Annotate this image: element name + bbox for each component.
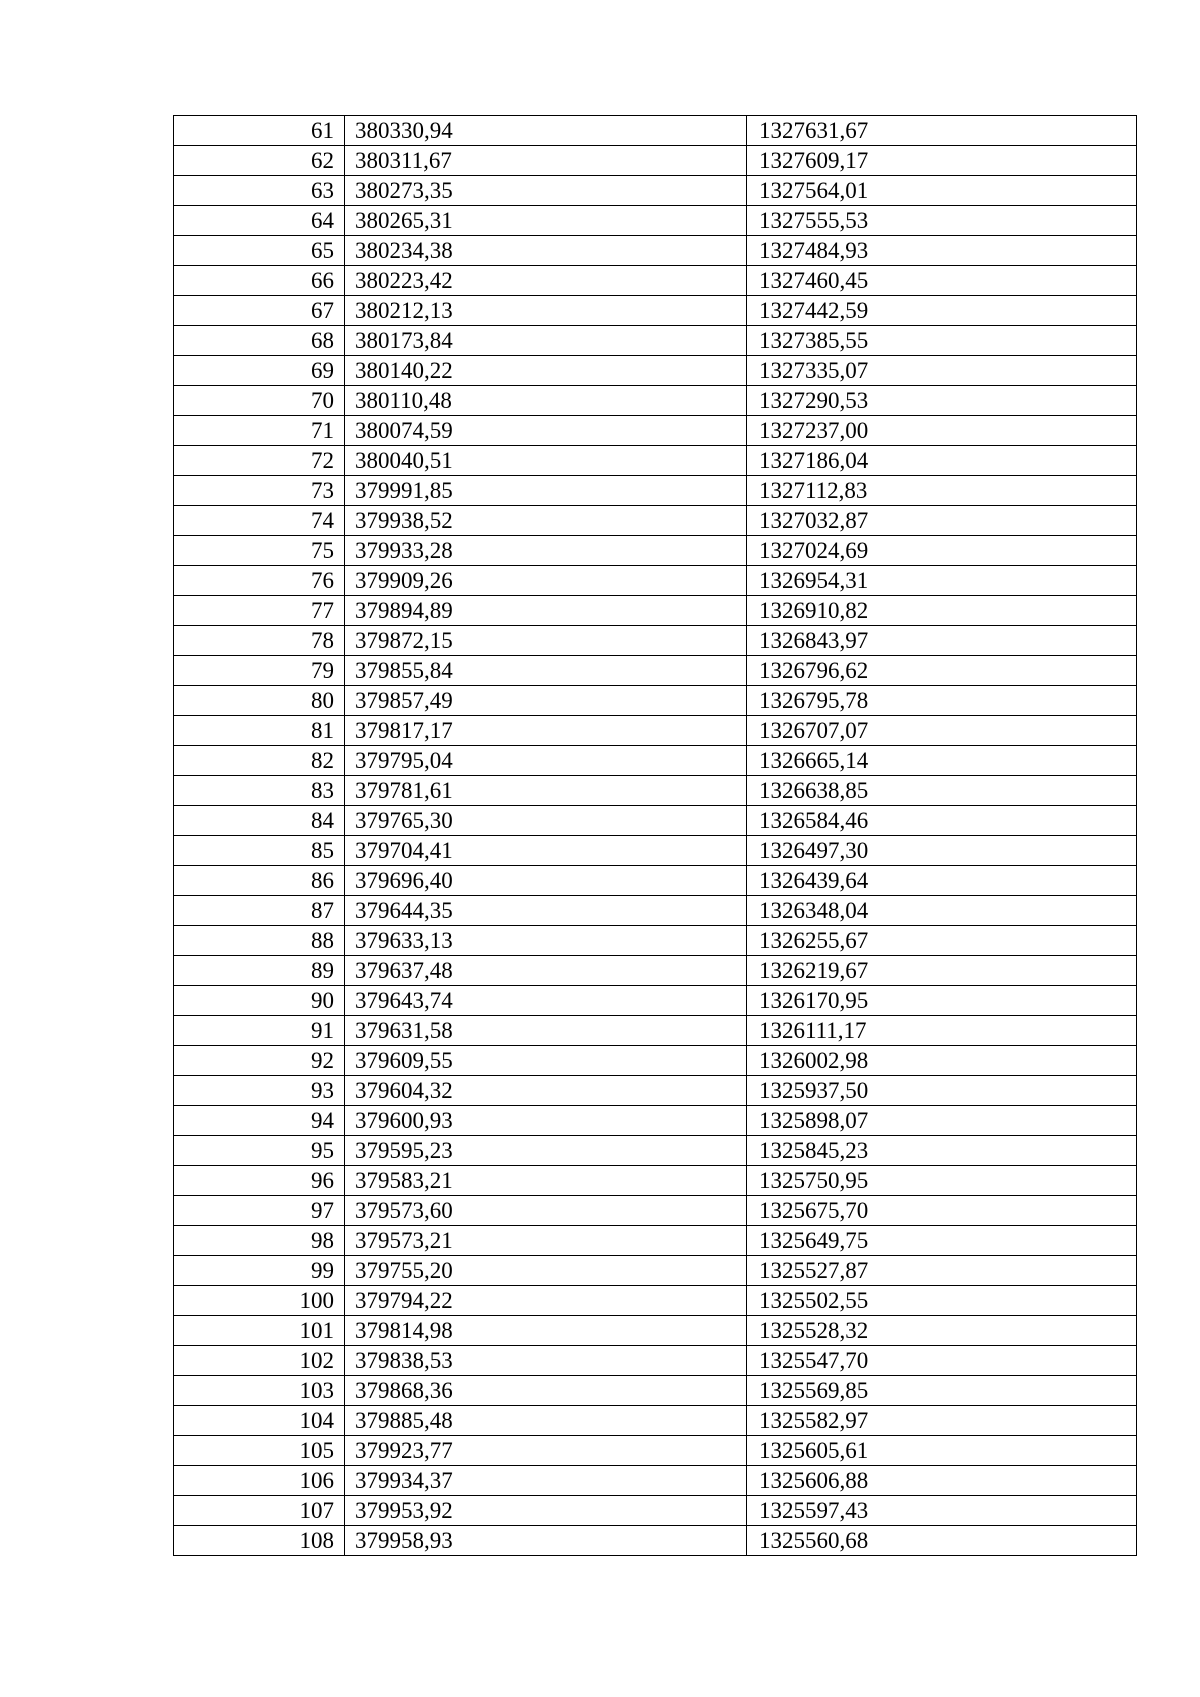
y-coordinate-cell: 1326707,07	[747, 716, 1137, 746]
point-number-cell: 68	[174, 326, 345, 356]
table-row	[174, 1076, 1137, 1106]
x-coordinate-cell: 379953,92	[345, 1496, 747, 1526]
table-row	[174, 896, 1137, 926]
point-number-cell: 88	[174, 926, 345, 956]
y-coordinate-cell: 1325582,97	[747, 1406, 1137, 1436]
point-number-cell: 63	[174, 176, 345, 206]
point-number-cell: 91	[174, 1016, 345, 1046]
point-number-cell: 96	[174, 1166, 345, 1196]
y-coordinate-cell: 1327290,53	[747, 386, 1137, 416]
table-row	[174, 386, 1137, 416]
x-coordinate-cell: 379755,20	[345, 1256, 747, 1286]
point-number-cell: 101	[174, 1316, 345, 1346]
table-row	[174, 1316, 1137, 1346]
table-row	[174, 1166, 1137, 1196]
point-number-cell: 75	[174, 536, 345, 566]
x-coordinate-cell: 380223,42	[345, 266, 747, 296]
point-number-cell: 69	[174, 356, 345, 386]
y-coordinate-cell: 1326111,17	[747, 1016, 1137, 1046]
x-coordinate-cell: 379934,37	[345, 1466, 747, 1496]
point-number-cell: 71	[174, 416, 345, 446]
table-row	[174, 476, 1137, 506]
y-coordinate-cell: 1327385,55	[747, 326, 1137, 356]
y-coordinate-cell: 1325560,68	[747, 1526, 1137, 1556]
table-row	[174, 1526, 1137, 1556]
table-row	[174, 806, 1137, 836]
point-number-cell: 97	[174, 1196, 345, 1226]
y-coordinate-cell: 1326795,78	[747, 686, 1137, 716]
point-number-cell: 103	[174, 1376, 345, 1406]
y-coordinate-cell: 1326843,97	[747, 626, 1137, 656]
y-coordinate-cell: 1325569,85	[747, 1376, 1137, 1406]
x-coordinate-cell: 379765,30	[345, 806, 747, 836]
y-coordinate-cell: 1327460,45	[747, 266, 1137, 296]
x-coordinate-cell: 379923,77	[345, 1436, 747, 1466]
point-number-cell: 95	[174, 1136, 345, 1166]
point-number-cell: 64	[174, 206, 345, 236]
y-coordinate-cell: 1327555,53	[747, 206, 1137, 236]
x-coordinate-cell: 379595,23	[345, 1136, 747, 1166]
table-row	[174, 1376, 1137, 1406]
x-coordinate-cell: 379573,21	[345, 1226, 747, 1256]
y-coordinate-cell: 1327631,67	[747, 116, 1137, 146]
x-coordinate-cell: 380040,51	[345, 446, 747, 476]
point-number-cell: 102	[174, 1346, 345, 1376]
table-row	[174, 506, 1137, 536]
x-coordinate-cell: 379857,49	[345, 686, 747, 716]
table-row	[174, 536, 1137, 566]
y-coordinate-cell: 1326219,67	[747, 956, 1137, 986]
x-coordinate-cell: 379991,85	[345, 476, 747, 506]
y-coordinate-cell: 1327564,01	[747, 176, 1137, 206]
x-coordinate-cell: 379583,21	[345, 1166, 747, 1196]
y-coordinate-cell: 1325547,70	[747, 1346, 1137, 1376]
y-coordinate-cell: 1326348,04	[747, 896, 1137, 926]
point-number-cell: 86	[174, 866, 345, 896]
table-row	[174, 266, 1137, 296]
point-number-cell: 65	[174, 236, 345, 266]
point-number-cell: 94	[174, 1106, 345, 1136]
x-coordinate-cell: 379633,13	[345, 926, 747, 956]
table-row	[174, 596, 1137, 626]
x-coordinate-cell: 379814,98	[345, 1316, 747, 1346]
x-coordinate-cell: 379795,04	[345, 746, 747, 776]
coordinates-table	[173, 115, 1137, 1556]
table-row	[174, 1226, 1137, 1256]
y-coordinate-cell: 1325502,55	[747, 1286, 1137, 1316]
point-number-cell: 92	[174, 1046, 345, 1076]
point-number-cell: 89	[174, 956, 345, 986]
y-coordinate-cell: 1327609,17	[747, 146, 1137, 176]
x-coordinate-cell: 379938,52	[345, 506, 747, 536]
table-row	[174, 146, 1137, 176]
x-coordinate-cell: 379817,17	[345, 716, 747, 746]
x-coordinate-cell: 380234,38	[345, 236, 747, 266]
y-coordinate-cell: 1326584,46	[747, 806, 1137, 836]
y-coordinate-cell: 1326170,95	[747, 986, 1137, 1016]
point-number-cell: 85	[174, 836, 345, 866]
table-row	[174, 746, 1137, 776]
y-coordinate-cell: 1327237,00	[747, 416, 1137, 446]
table-row	[174, 656, 1137, 686]
y-coordinate-cell: 1325528,32	[747, 1316, 1137, 1346]
point-number-cell: 100	[174, 1286, 345, 1316]
y-coordinate-cell: 1325675,70	[747, 1196, 1137, 1226]
x-coordinate-cell: 380311,67	[345, 146, 747, 176]
table-row	[174, 1136, 1137, 1166]
x-coordinate-cell: 379631,58	[345, 1016, 747, 1046]
point-number-cell: 99	[174, 1256, 345, 1286]
y-coordinate-cell: 1326638,85	[747, 776, 1137, 806]
y-coordinate-cell: 1327186,04	[747, 446, 1137, 476]
x-coordinate-cell: 379794,22	[345, 1286, 747, 1316]
x-coordinate-cell: 379609,55	[345, 1046, 747, 1076]
point-number-cell: 104	[174, 1406, 345, 1436]
y-coordinate-cell: 1325649,75	[747, 1226, 1137, 1256]
x-coordinate-cell: 379894,89	[345, 596, 747, 626]
x-coordinate-cell: 379573,60	[345, 1196, 747, 1226]
x-coordinate-cell: 379704,41	[345, 836, 747, 866]
table-row	[174, 1016, 1137, 1046]
x-coordinate-cell: 379872,15	[345, 626, 747, 656]
point-number-cell: 66	[174, 266, 345, 296]
x-coordinate-cell: 380330,94	[345, 116, 747, 146]
point-number-cell: 76	[174, 566, 345, 596]
x-coordinate-cell: 380074,59	[345, 416, 747, 446]
table-row	[174, 1196, 1137, 1226]
x-coordinate-cell: 380212,13	[345, 296, 747, 326]
y-coordinate-cell: 1327484,93	[747, 236, 1137, 266]
point-number-cell: 107	[174, 1496, 345, 1526]
table-row	[174, 566, 1137, 596]
table-row	[174, 116, 1137, 146]
table-row	[174, 686, 1137, 716]
point-number-cell: 80	[174, 686, 345, 716]
y-coordinate-cell: 1326954,31	[747, 566, 1137, 596]
y-coordinate-cell: 1326796,62	[747, 656, 1137, 686]
point-number-cell: 106	[174, 1466, 345, 1496]
table-row	[174, 1286, 1137, 1316]
x-coordinate-cell: 380173,84	[345, 326, 747, 356]
y-coordinate-cell: 1325937,50	[747, 1076, 1137, 1106]
x-coordinate-cell: 379781,61	[345, 776, 747, 806]
point-number-cell: 67	[174, 296, 345, 326]
table-row	[174, 356, 1137, 386]
point-number-cell: 72	[174, 446, 345, 476]
table-row	[174, 236, 1137, 266]
table-row	[174, 776, 1137, 806]
x-coordinate-cell: 379604,32	[345, 1076, 747, 1106]
x-coordinate-cell: 379600,93	[345, 1106, 747, 1136]
x-coordinate-cell: 379637,48	[345, 956, 747, 986]
table-row	[174, 446, 1137, 476]
y-coordinate-cell: 1327335,07	[747, 356, 1137, 386]
point-number-cell: 62	[174, 146, 345, 176]
table-row	[174, 1256, 1137, 1286]
y-coordinate-cell: 1326255,67	[747, 926, 1137, 956]
coordinates-table-body	[174, 116, 1137, 1556]
point-number-cell: 82	[174, 746, 345, 776]
point-number-cell: 98	[174, 1226, 345, 1256]
table-row	[174, 206, 1137, 236]
x-coordinate-cell: 380110,48	[345, 386, 747, 416]
x-coordinate-cell: 379855,84	[345, 656, 747, 686]
table-row	[174, 716, 1137, 746]
table-row	[174, 986, 1137, 1016]
point-number-cell: 70	[174, 386, 345, 416]
y-coordinate-cell: 1325605,61	[747, 1436, 1137, 1466]
table-row	[174, 416, 1137, 446]
table-row	[174, 1436, 1137, 1466]
x-coordinate-cell: 379643,74	[345, 986, 747, 1016]
y-coordinate-cell: 1325845,23	[747, 1136, 1137, 1166]
table-row	[174, 1346, 1137, 1376]
point-number-cell: 81	[174, 716, 345, 746]
point-number-cell: 78	[174, 626, 345, 656]
table-row	[174, 1406, 1137, 1436]
y-coordinate-cell: 1327024,69	[747, 536, 1137, 566]
table-row	[174, 1106, 1137, 1136]
table-row	[174, 956, 1137, 986]
y-coordinate-cell: 1327442,59	[747, 296, 1137, 326]
y-coordinate-cell: 1326665,14	[747, 746, 1137, 776]
y-coordinate-cell: 1326439,64	[747, 866, 1137, 896]
point-number-cell: 90	[174, 986, 345, 1016]
y-coordinate-cell: 1326002,98	[747, 1046, 1137, 1076]
x-coordinate-cell: 380265,31	[345, 206, 747, 236]
y-coordinate-cell: 1325527,87	[747, 1256, 1137, 1286]
point-number-cell: 84	[174, 806, 345, 836]
table-row	[174, 1496, 1137, 1526]
x-coordinate-cell: 379838,53	[345, 1346, 747, 1376]
table-row	[174, 836, 1137, 866]
y-coordinate-cell: 1325750,95	[747, 1166, 1137, 1196]
y-coordinate-cell: 1326497,30	[747, 836, 1137, 866]
table-row	[174, 176, 1137, 206]
x-coordinate-cell: 380140,22	[345, 356, 747, 386]
table-row	[174, 926, 1137, 956]
point-number-cell: 74	[174, 506, 345, 536]
x-coordinate-cell: 379644,35	[345, 896, 747, 926]
x-coordinate-cell: 379885,48	[345, 1406, 747, 1436]
point-number-cell: 87	[174, 896, 345, 926]
y-coordinate-cell: 1326910,82	[747, 596, 1137, 626]
x-coordinate-cell: 379933,28	[345, 536, 747, 566]
y-coordinate-cell: 1325606,88	[747, 1466, 1137, 1496]
point-number-cell: 79	[174, 656, 345, 686]
x-coordinate-cell: 379696,40	[345, 866, 747, 896]
point-number-cell: 61	[174, 116, 345, 146]
point-number-cell: 83	[174, 776, 345, 806]
table-row	[174, 626, 1137, 656]
y-coordinate-cell: 1327032,87	[747, 506, 1137, 536]
point-number-cell: 93	[174, 1076, 345, 1106]
point-number-cell: 77	[174, 596, 345, 626]
table-row	[174, 296, 1137, 326]
point-number-cell: 73	[174, 476, 345, 506]
table-row	[174, 1046, 1137, 1076]
x-coordinate-cell: 379909,26	[345, 566, 747, 596]
table-row	[174, 326, 1137, 356]
x-coordinate-cell: 379958,93	[345, 1526, 747, 1556]
x-coordinate-cell: 379868,36	[345, 1376, 747, 1406]
table-row	[174, 866, 1137, 896]
x-coordinate-cell: 380273,35	[345, 176, 747, 206]
y-coordinate-cell: 1327112,83	[747, 476, 1137, 506]
point-number-cell: 105	[174, 1436, 345, 1466]
y-coordinate-cell: 1325597,43	[747, 1496, 1137, 1526]
y-coordinate-cell: 1325898,07	[747, 1106, 1137, 1136]
point-number-cell: 108	[174, 1526, 345, 1556]
table-row	[174, 1466, 1137, 1496]
